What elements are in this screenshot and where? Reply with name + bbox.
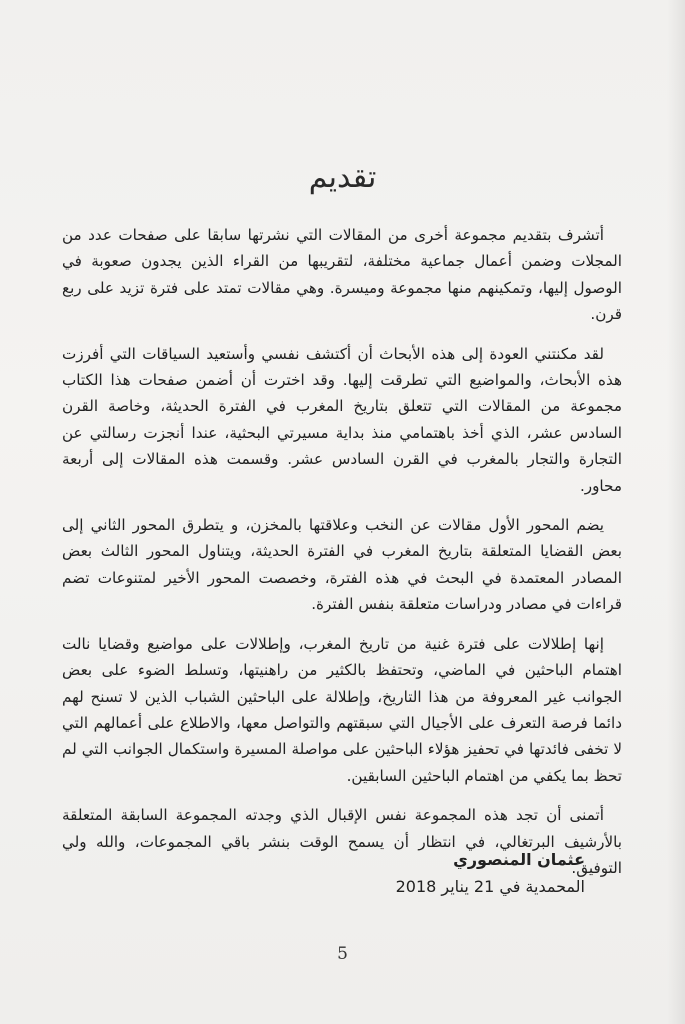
page-edge-shadow: [667, 0, 685, 1024]
signature-block: [396, 850, 585, 896]
paragraph-1: أتشرف بتقديم مجموعة أخرى من المقالات التي نشرتها سابقا على صفحات عدد من المجلات وضمن أعمال جماعية مختلفة، لتقريبها من القراء الذين يجدون صعوبة في الوصول إليها، وتمكينهم منها مجموعة وميسرة. وهي مقالات تمتد على فترة تزيد على ربع قرن.: [62, 226, 622, 324]
place-and-date: المحمدية في 21 يناير 2018: [395, 877, 585, 896]
paragraph-4: إنها إطلالات على فترة غنية من تاريخ المغرب، وإطلالات على مواضيع وقضايا نالت اهتمام الباحثين في الماضي، وتحتفظ بالكثير من راهنيتها، وتسلط الضوء على بعض الجوانب غير المعروفة من هذا التاريخ، وإطلالة على الباحثين الشباب الذين لا تسنح لهم دائما فرصة التعرف على الأجيال التي سبقتهم والتواصل معها، والاطلاع على أعمالهم التي لا تخفى فائدتها في تحفيز هؤلاء الباحثين على مواصلة المسيرة واستكمال الجوانب التي لم تحظ بما يكفي من اهتمام الباحثين السابقين.: [62, 634, 622, 785]
preface-body: [62, 222, 622, 894]
paragraph-3: يضم المحور الأول مقالات عن النخب وعلاقتها بالمخزن، و يتطرق المحور الثاني إلى بعض القضايا المتعلقة بتاريخ المغرب في الفترة الحديثة، ويتناول المحور الثالث بعض المصادر المعتمدة في البحث في هذه الفترة، وخصصت المحور الأخير لمتنوعات تضم قراءات في مصادر ودراسات متعلقة بنفس الفترة.: [62, 516, 622, 614]
author-name: عثمان المنصوري: [453, 850, 585, 869]
paragraph-2: لقد مكنتني العودة إلى هذه الأبحاث أن أكتشف نفسي وأستعيد السياقات التي أفرزت هذه الأبحاث، والمواضيع التي تطرقت إليها. وقد اخترت أن أضمن صفحات هذا الكتاب مجموعة من المقالات التي تتعلق بتاريخ المغرب في الفترة الحديثة، وخاصة القرن السادس عشر، الذي أخذ باهتمامي منذ بداية مسيرتي البحثية، عندا أنجزت رسالتي عن التجارة والتجار بالمغرب في القرن السادس عشر. وقسمت هذه المقالات إلى أربعة محاور.: [62, 344, 622, 495]
page-title: تقديم: [308, 160, 377, 196]
paragraph-5: أتمنى أن تجد هذه المجموعة نفس الإقبال الذي وجدته المجموعة السابقة المتعلقة بالأرشيف البرتغالي، في انتظار أن يسمح الوقت بنشر باقي المجموعات، والله ولي التوفيق.: [62, 806, 622, 877]
page-number: 5: [337, 944, 348, 964]
